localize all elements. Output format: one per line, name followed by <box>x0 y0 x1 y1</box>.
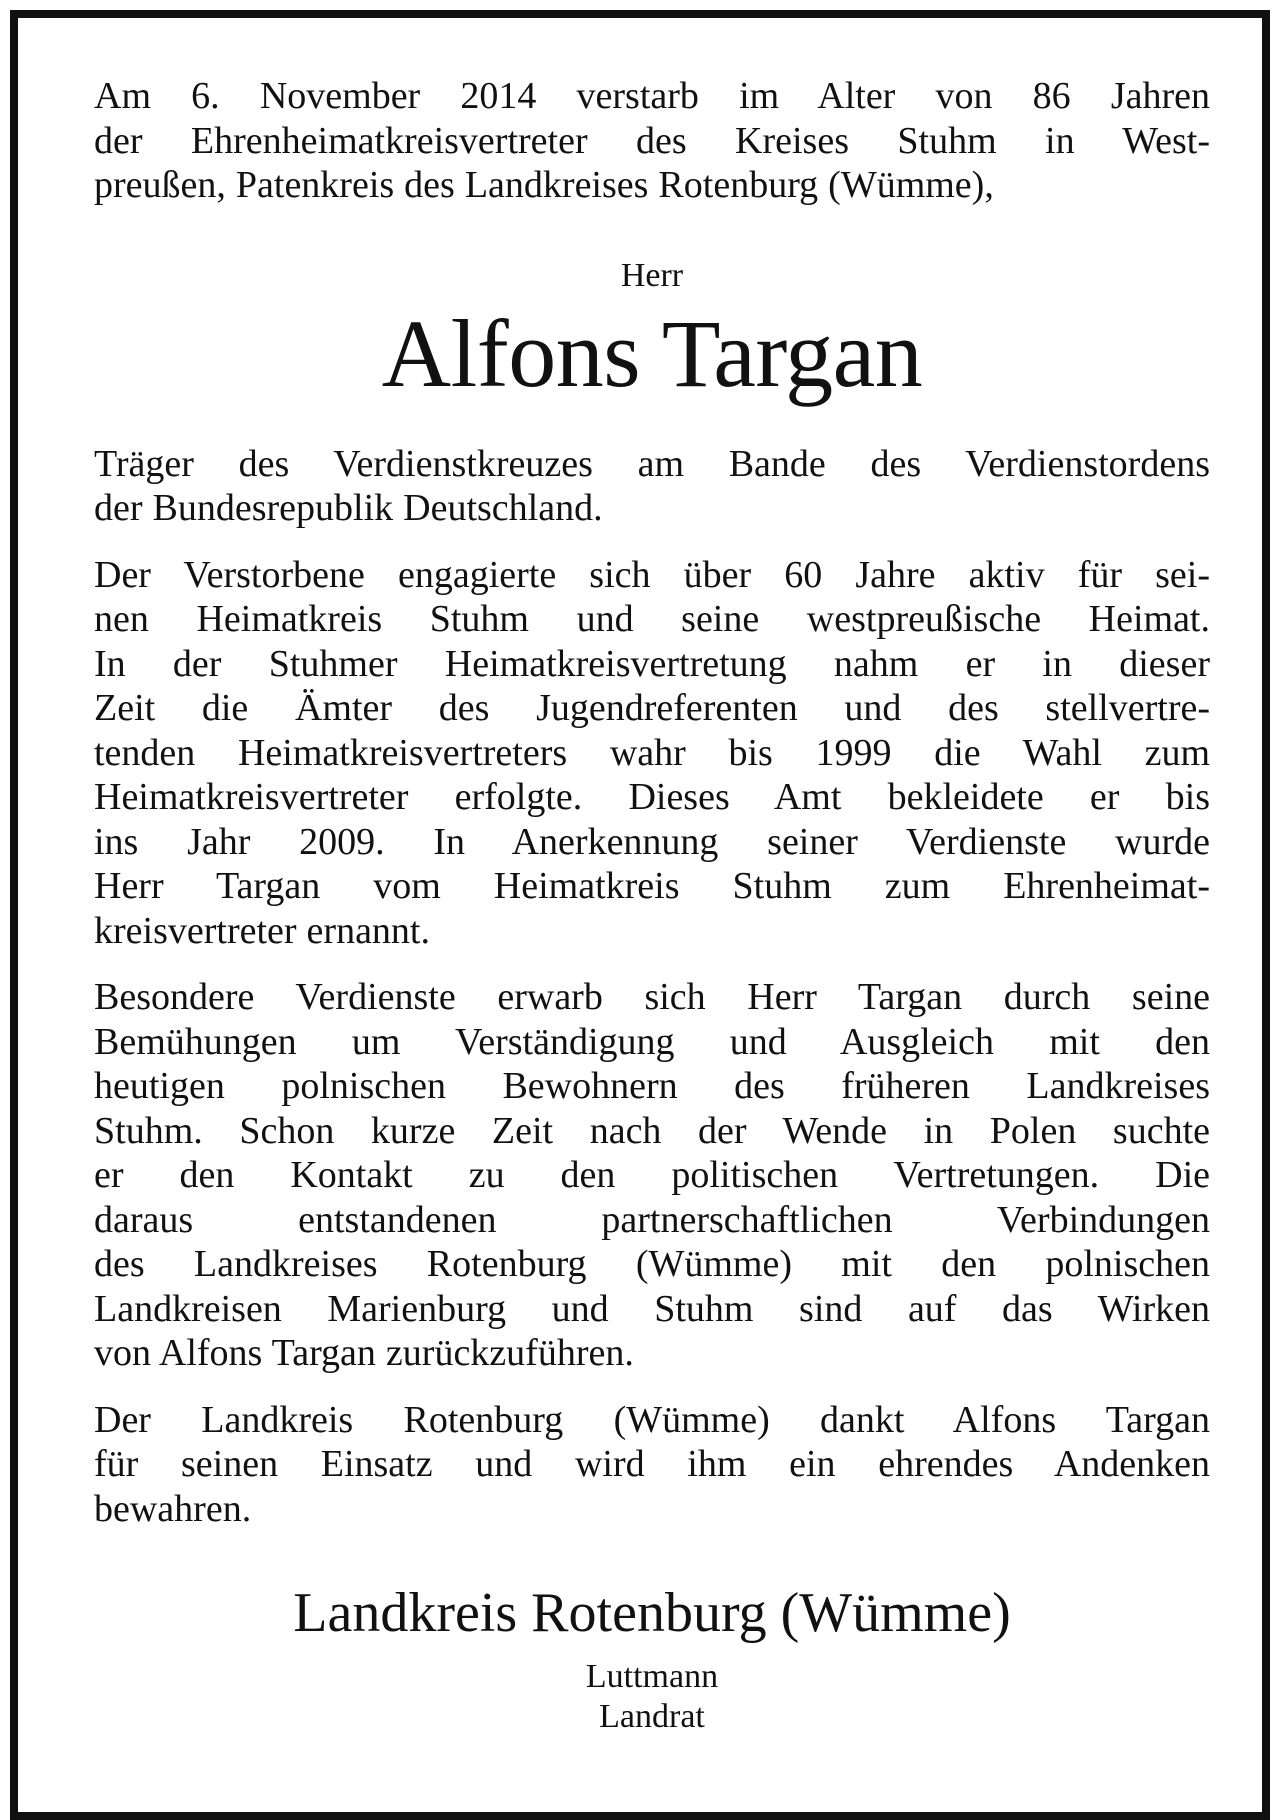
text-line: kreisvertreter ernannt. <box>94 909 430 952</box>
text-line: der Bundesrepublik Deutschland. <box>94 487 603 529</box>
text-line: Der Verstorbene engagierte sich über 60 Jahre aktiv für sei- <box>94 553 1210 596</box>
text-line: Heimatkreisvertreter erfolgte. Dieses Amt bekleidete er bis <box>94 776 1210 818</box>
merits-paragraph <box>94 975 1210 1376</box>
salutation: Herr <box>620 256 684 294</box>
text-line: Träger des Verdienstkreuzes am Bande des Verdienstordens <box>94 442 1210 485</box>
text-line: er den Kontakt zu den politischen Vertretungen. Die <box>94 1154 1210 1196</box>
thanks-paragraph <box>94 1398 1210 1532</box>
obituary-frame <box>10 10 1270 1820</box>
text-line: In der Stuhmer Heimatkreisvertretung nahm er in dieser <box>94 642 1210 685</box>
obituary-content <box>94 74 1210 1737</box>
text-line: Der Landkreis Rotenburg (Wümme) dankt Alfons Targan <box>94 1398 1210 1441</box>
text-line: Landkreisen Marienburg und Stuhm sind auf das Wirken <box>94 1287 1210 1330</box>
text-line: Besondere Verdienste erwarb sich Herr Targan durch seine <box>94 976 1210 1018</box>
honor-paragraph <box>94 442 1210 531</box>
text-line: Am 6. November 2014 verstarb im Alter von 86 Jahren <box>94 75 1210 117</box>
text-line: Herr Targan vom Heimatkreis Stuhm zum Ehrenheimat- <box>94 865 1210 907</box>
intro-paragraph <box>94 74 1210 208</box>
text-line: heutigen polnischen Bewohnern des früheren Landkreises <box>94 1065 1210 1107</box>
text-line: bewahren. <box>94 1487 252 1530</box>
deceased-name: Alfons Targan <box>381 299 923 407</box>
career-paragraph <box>94 553 1210 954</box>
text-line: des Landkreises Rotenburg (Wümme) mit den polnischen <box>94 1243 1210 1285</box>
text-line: für seinen Einsatz und wird ihm ein ehrendes Andenken <box>94 1443 1210 1485</box>
text-line: Zeit die Ämter des Jugendreferenten und des stellvertre- <box>94 687 1210 729</box>
text-line: ins Jahr 2009. In Anerkennung seiner Verdienste wurde <box>94 820 1210 863</box>
text-line: Stuhm. Schon kurze Zeit nach der Wende in Polen suchte <box>94 1109 1210 1152</box>
text-line: von Alfons Targan zurückzuführen. <box>94 1332 634 1374</box>
text-line: der Ehrenheimatkreisvertreter des Kreises Stuhm in West- <box>94 119 1210 162</box>
text-line: Bemühungen um Verständigung und Ausgleich mit den <box>94 1020 1210 1063</box>
text-line: nen Heimatkreis Stuhm und seine westpreußische Heimat. <box>94 598 1210 640</box>
signature-organization: Landkreis Rotenburg (Wümme) <box>293 1582 1011 1644</box>
text-line: tenden Heimatkreisvertreters wahr bis 1999 die Wahl zum <box>94 731 1210 774</box>
text-line: daraus entstandenen partnerschaftlichen Verbindungen <box>94 1198 1210 1241</box>
signature-name: Luttmann <box>585 1658 719 1695</box>
text-line: preußen, Patenkreis des Landkreises Rotenburg (Wümme), <box>94 164 994 206</box>
signature-title: Landrat <box>599 1698 705 1735</box>
